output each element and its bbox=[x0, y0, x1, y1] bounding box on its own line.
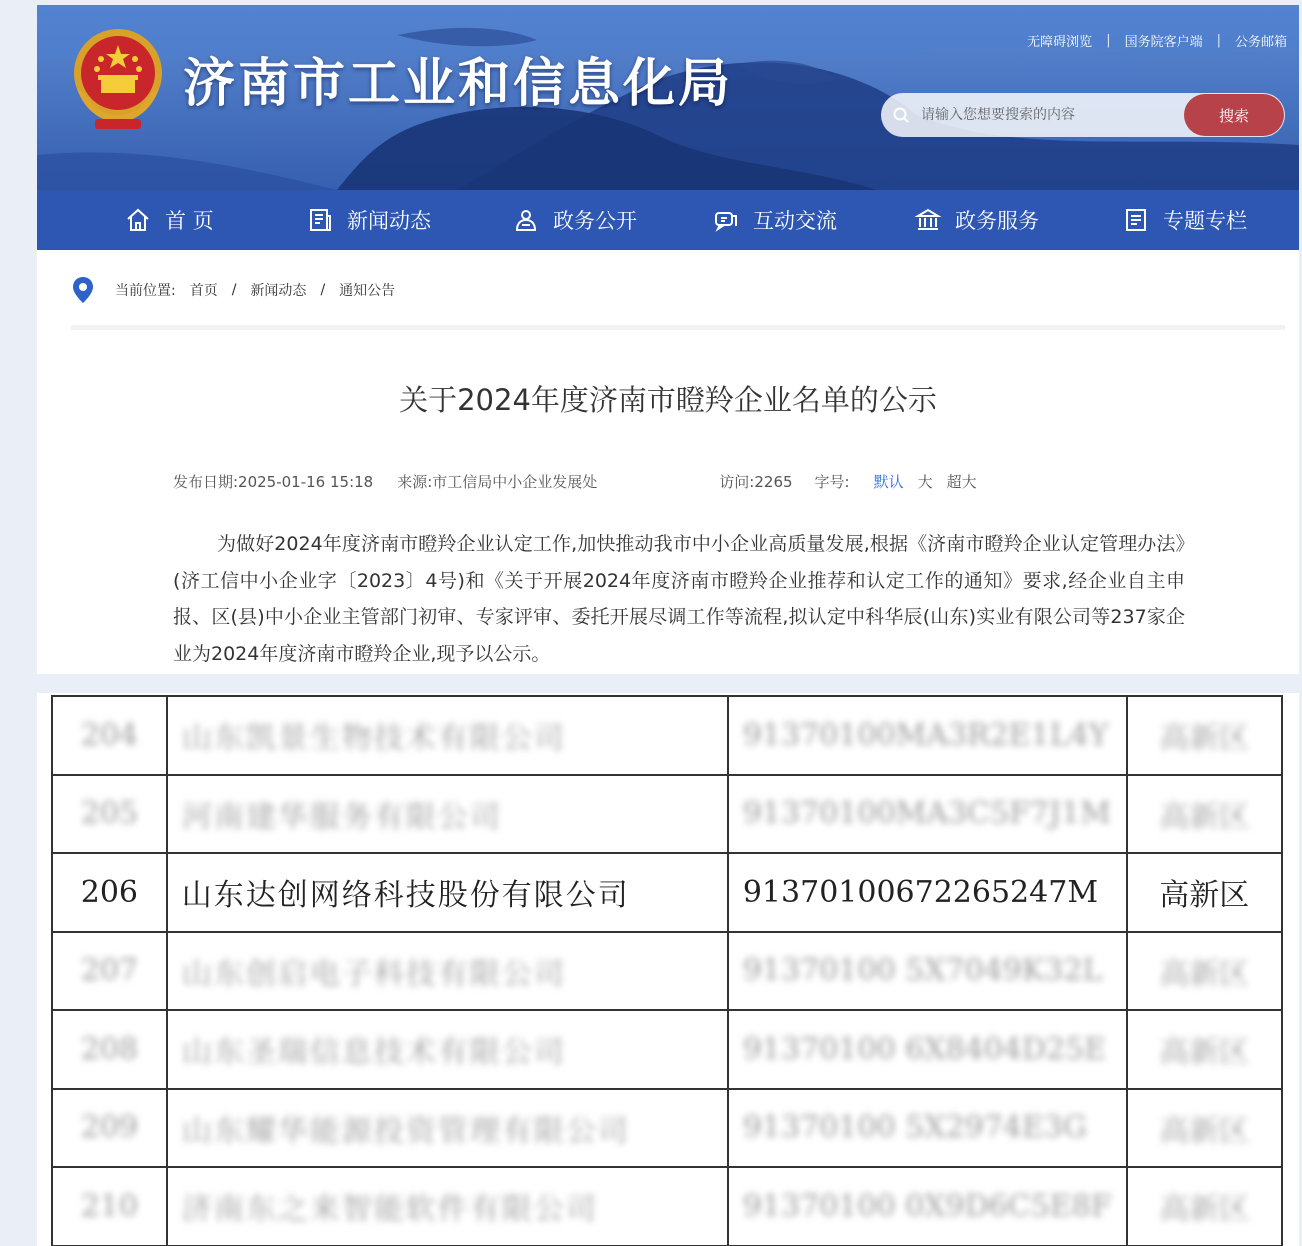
district: 高新区 bbox=[1159, 878, 1250, 914]
breadcrumb-news[interactable]: 新闻动态 bbox=[250, 283, 307, 299]
credit-code: 91370100 0X9D6C5E8F bbox=[742, 1188, 1112, 1224]
nav-item-government-affairs[interactable] bbox=[513, 190, 637, 250]
link-separator: | bbox=[1106, 33, 1111, 48]
row-number-cell bbox=[52, 932, 167, 1011]
search-icon bbox=[881, 93, 921, 137]
district-cell bbox=[1127, 932, 1282, 1011]
table-row bbox=[52, 696, 1282, 775]
nav-item-label: 互动交流 bbox=[753, 209, 837, 233]
main-nav bbox=[37, 190, 1299, 250]
company-name-cell bbox=[167, 775, 728, 854]
row-number-cell bbox=[52, 1167, 167, 1246]
breadcrumb-separator: / bbox=[231, 282, 237, 298]
credit-code-cell bbox=[728, 1167, 1127, 1246]
article-card bbox=[37, 250, 1299, 674]
nav-item-label: 政务服务 bbox=[955, 209, 1039, 233]
state-council-client-link[interactable]: 国务院客户端 bbox=[1124, 35, 1203, 50]
search-button[interactable]: 搜索 bbox=[1184, 94, 1284, 136]
font-size-large-button[interactable]: 大 bbox=[917, 473, 933, 491]
credit-code-cell bbox=[728, 696, 1127, 775]
row-number-cell bbox=[52, 775, 167, 854]
row-number-cell bbox=[52, 1010, 167, 1089]
row-number-cell bbox=[52, 696, 167, 775]
breadcrumb-divider bbox=[71, 325, 1285, 330]
search-box bbox=[881, 93, 1285, 137]
chat-icon bbox=[713, 207, 739, 233]
district: 高新区 bbox=[1159, 799, 1250, 835]
article-body: 为做好2024年度济南市瞪羚企业认定工作,加快推动我市中小企业高质量发展,根据《济南市瞪羚企业认定管理办法》(济工信中小企业字〔2023〕4号)和《关于开展2024年度济南市瞪羚企业推荐和认定工作的通知》要求,经企业自主申报、区(县)中小企业主管部门初审、专家评审、委托开展尽调工作等流程,拟认定中科华辰(山东)实业有限公司等237家企业为2024年度济南市瞪羚企业,现予以公示。 bbox=[173, 533, 1185, 665]
credit-code-cell bbox=[728, 775, 1127, 854]
article-meta bbox=[173, 471, 977, 492]
company-name: 济南东之来智能软件有限公司 bbox=[181, 1192, 598, 1228]
nav-item-government-services[interactable] bbox=[915, 190, 1039, 250]
search-input[interactable] bbox=[921, 93, 1184, 137]
nav-item-interaction[interactable] bbox=[713, 190, 837, 250]
credit-code-cell bbox=[728, 932, 1127, 1011]
table-row bbox=[52, 1089, 1282, 1168]
district: 高新区 bbox=[1159, 1192, 1250, 1228]
breadcrumb-prefix: 当前位置: bbox=[115, 283, 176, 299]
table-row bbox=[52, 775, 1282, 854]
district-cell bbox=[1127, 1010, 1282, 1089]
credit-code-cell bbox=[728, 1010, 1127, 1089]
company-name-cell bbox=[167, 1167, 728, 1246]
row-number: 204 bbox=[80, 717, 138, 753]
district-cell bbox=[1127, 853, 1282, 932]
visit-count: 访问:2265 bbox=[719, 473, 793, 491]
company-name: 山东凯景生物技术有限公司 bbox=[181, 721, 566, 757]
nav-item-news[interactable] bbox=[307, 190, 431, 250]
company-name-cell bbox=[167, 853, 728, 932]
nav-item-label: 首 页 bbox=[165, 209, 214, 233]
credit-code: 91370100 5X2974E3G bbox=[742, 1110, 1087, 1146]
credit-code: 91370100 5X7049K32L bbox=[742, 953, 1103, 989]
table-row bbox=[52, 1010, 1282, 1089]
company-name-cell bbox=[167, 932, 728, 1011]
credit-code: 91370100672265247M bbox=[742, 874, 1099, 910]
row-number: 205 bbox=[80, 796, 138, 832]
company-name: 山东圣瑞信息技术有限公司 bbox=[181, 1035, 566, 1071]
official-email-link[interactable]: 公务邮箱 bbox=[1234, 35, 1287, 50]
row-number: 208 bbox=[80, 1031, 138, 1067]
link-separator: | bbox=[1216, 33, 1221, 48]
enterprise-list-image bbox=[37, 693, 1299, 1246]
table-row bbox=[52, 853, 1282, 932]
font-size-xlarge-button[interactable]: 超大 bbox=[946, 473, 977, 491]
row-number-cell bbox=[52, 1089, 167, 1168]
table-row bbox=[52, 1167, 1282, 1246]
credit-code: 91370100MA3C5F7J1M bbox=[742, 796, 1111, 832]
company-name-cell bbox=[167, 696, 728, 775]
company-name: 山东耀华能源投资管理有限公司 bbox=[181, 1113, 630, 1149]
company-name: 山东达创网络科技股份有限公司 bbox=[181, 878, 630, 914]
enterprise-table bbox=[51, 695, 1283, 1246]
company-name: 山东创启电子科技有限公司 bbox=[181, 956, 566, 992]
district: 高新区 bbox=[1159, 721, 1250, 757]
nav-item-label: 政务公开 bbox=[553, 209, 637, 233]
row-number: 206 bbox=[80, 874, 138, 910]
building-icon bbox=[915, 207, 941, 233]
nav-item-topics[interactable] bbox=[1123, 190, 1247, 250]
row-number: 209 bbox=[80, 1110, 138, 1146]
site-header bbox=[37, 5, 1299, 190]
table-row bbox=[52, 932, 1282, 1011]
district: 高新区 bbox=[1159, 1035, 1250, 1071]
credit-code-cell bbox=[728, 853, 1127, 932]
site-title: 济南市工业和信息化局 bbox=[183, 54, 734, 114]
accessibility-link[interactable]: 无障碍浏览 bbox=[1027, 35, 1093, 50]
row-number-cell bbox=[52, 853, 167, 932]
district-cell bbox=[1127, 1167, 1282, 1246]
district-cell bbox=[1127, 775, 1282, 854]
credit-code: 91370100MA3R2E1L4Y bbox=[742, 717, 1109, 753]
company-name-cell bbox=[167, 1010, 728, 1089]
nav-item-label: 新闻动态 bbox=[347, 209, 431, 233]
district-cell bbox=[1127, 1089, 1282, 1168]
article-source: 来源:市工信局中小企业发展处 bbox=[397, 473, 598, 491]
location-pin-icon bbox=[71, 276, 95, 304]
row-number: 210 bbox=[80, 1188, 138, 1224]
company-name-cell bbox=[167, 1089, 728, 1168]
district-cell bbox=[1127, 696, 1282, 775]
nav-item-label: 专题专栏 bbox=[1163, 209, 1247, 233]
row-number: 207 bbox=[80, 953, 138, 989]
nav-item-home[interactable] bbox=[125, 190, 214, 250]
news-icon bbox=[307, 207, 333, 233]
national-emblem-icon bbox=[71, 27, 165, 131]
company-name: 河南建华服务有限公司 bbox=[181, 799, 502, 835]
breadcrumb-separator: / bbox=[320, 282, 326, 298]
font-size-default-button[interactable]: 默认 bbox=[873, 473, 904, 491]
breadcrumb bbox=[71, 276, 395, 304]
home-icon bbox=[125, 207, 151, 233]
top-links bbox=[1027, 31, 1287, 50]
topic-icon bbox=[1123, 207, 1149, 233]
breadcrumb-home[interactable]: 首页 bbox=[189, 283, 218, 299]
breadcrumb-notices[interactable]: 通知公告 bbox=[339, 283, 396, 299]
article-title: 关于2024年度济南市瞪羚企业名单的公示 bbox=[399, 383, 937, 417]
publish-date: 发布日期:2025-01-16 15:18 bbox=[173, 473, 374, 491]
district: 高新区 bbox=[1159, 1113, 1250, 1149]
government-icon bbox=[513, 207, 539, 233]
credit-code-cell bbox=[728, 1089, 1127, 1168]
credit-code: 91370100 6X8404D25E bbox=[742, 1031, 1106, 1067]
district: 高新区 bbox=[1159, 956, 1250, 992]
font-size-label: 字号: bbox=[814, 473, 850, 491]
